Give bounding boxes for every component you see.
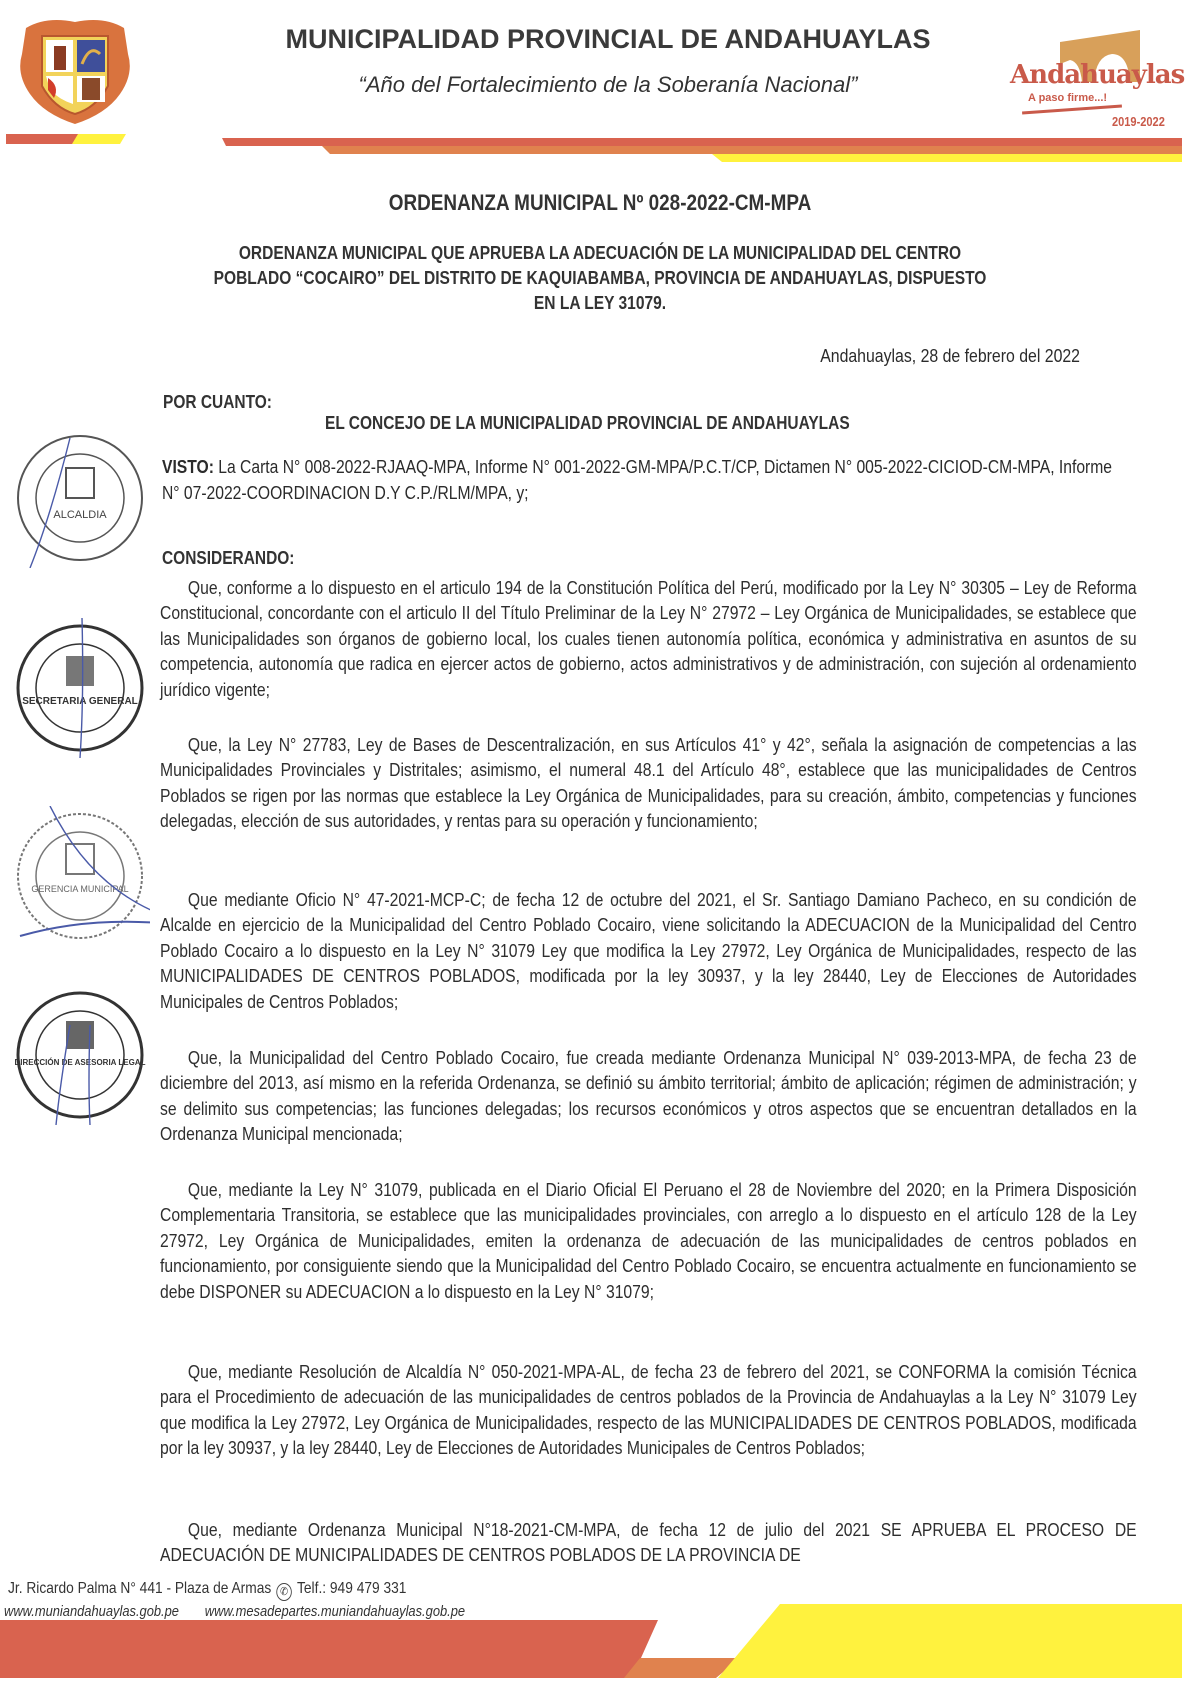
paragraph-text: Que mediante Oficio N° 47-2021-MCP-C; de fecha 12 de octubre del 2021, el Sr. Santiago Damiano Pacheco, en su condición de Alcalde en ejercicio de la Municipalidad del Centro Poblado Cocairo, viene solicitando la ADECUACION de la Municipalidad del Centro Poblado Cocairo a lo dispuesto en la Ley N° 31079 Ley que modifica la Ley 27972, Ley Orgánica de Municipalidades, respecto de las MUNICIPALIDADES DE CENTROS POBLADOS, modificada por la ley 30937, y la ley 28440, Ley de Elecciones de Autoridades Municipales de Centros Poblados; (160, 890, 1137, 1012)
stamp-asesoria-legal (10, 985, 150, 1125)
subtitle-line: POBLADO “COCAIRO” DEL DISTRITO DE KAQUIABAMBA, PROVINCIA DE ANDAHUAYLAS, DISPUESTO (213, 267, 987, 288)
concejo-heading: EL CONCEJO DE LA MUNICIPALIDAD PROVINCIAL DE ANDAHUAYLAS (325, 413, 850, 433)
subtitle-line: EN LA LEY 31079. (533, 292, 667, 313)
paragraph-text: Que, mediante Resolución de Alcaldía N° 050-2021-MPA-AL, de fecha 23 de febrero del 2021, se CONFORMA la comisión Técnica para el Procedimiento de adecuación de las municipalidades de centros poblados de la Provincia de Andahuaylas a la Ley N° 31079 Ley que modifica la Ley 27972, Ley Orgánica de Municipalidades, respecto de las MUNICIPALIDADES DE CENTROS POBLADOS, modificada por la ley 30937, y la ley 28440, Ley de Elecciones de Autoridades Municipales de Centros Poblados; (160, 1362, 1137, 1459)
stamp-center-text: DIRECCIÓN DE ASESORIA LEGAL (14, 1058, 146, 1067)
ordinance-subtitle (197, 240, 1003, 315)
logo-years: 2019-2022 (1112, 114, 1165, 129)
footer-address (8, 1580, 406, 1601)
stamp-gerencia-municipal (10, 806, 150, 946)
logo-wordmark: Andahuaylas (1010, 60, 1185, 90)
website-link[interactable]: www.muniandahuaylas.gob.pe (4, 1603, 179, 1620)
ordinance-title: ORDENANZA MUNICIPAL Nº 028-2022-CM-MPA (388, 190, 812, 215)
andahuaylas-brand-logo (990, 12, 1185, 132)
stamp-center-text: SECRETARIA GENERAL (22, 696, 138, 707)
considerando-paragraph (160, 1178, 1137, 1305)
phone-number: Telf.: 949 479 331 (297, 1580, 407, 1597)
document-date: Andahuaylas, 28 de febrero del 2022 (820, 346, 1080, 366)
stamp-center-text: GERENCIA MUNICIPAL (31, 884, 129, 894)
visto-text: La Carta N° 008-2022-RJAAQ-MPA, Informe N° 001-2022-GM-MPA/P.C.T/CP, Dictamen N° 005-2022-CICIOD-CM-MPA, Informe N° 07-2022-COORDINACION D.Y C.P./RLM/MPA, y; (162, 457, 1112, 503)
visto-label: VISTO: (162, 457, 214, 477)
considerando-paragraph (160, 1046, 1137, 1148)
considerando-paragraph (160, 576, 1137, 703)
considerando-paragraph (160, 1360, 1137, 1462)
considerando-paragraph (160, 888, 1137, 1015)
paragraph-text: Que, la Municipalidad del Centro Poblado Cocairo, fue creada mediante Ordenanza Municipal N° 039-2013-MPA, de fecha 23 de diciembre del 2013, así mismo en la referida Ordenanza, se definió su ámbito territorial; ámbito de aplicación; régimen de administración; y se delimito sus competencias; las funciones delegadas; los recursos económicos y otros aspectos que se encuentran detallados en la Ordenanza Municipal mencionada; (160, 1048, 1137, 1145)
visto-paragraph (162, 454, 1130, 506)
subtitle-line: ORDENANZA MUNICIPAL QUE APRUEBA LA ADECUACIÓN DE LA MUNICIPALIDAD DEL CENTRO (238, 242, 962, 263)
organization-title: MUNICIPALIDAD PROVINCIAL DE ANDAHUAYLAS (285, 24, 931, 54)
paragraph-text: Que, mediante Ordenanza Municipal N°18-2021-CM-MPA, de fecha 12 de julio del 2021 SE APRUEBA EL PROCESO DE ADECUACIÓN DE MUNICIPALIDADES DE CENTROS POBLADOS DE LA PROVINCIA DE (160, 1520, 1137, 1566)
paragraph-text: Que, mediante la Ley N° 31079, publicada en el Diario Oficial El Peruano el 28 de Noviembre del 2020; en la Primera Disposición Complementaria Transitoria, se establece que las municipalidades provinciales, con arreglo a lo dispuesto en el artículo 128 de la Ley 27972, Ley Orgánica de Municipalidades, emiten la ordenanza de adecuación de las municipalidades de centros poblados en funcionamiento, por consiguiente siendo que la Municipalidad del Centro Poblado Cocairo, se encuentra actualmente en funcionamiento se debe DISPONER su ADECUACION a lo dispuesto en la Ley N° 31079; (160, 1180, 1137, 1302)
considerando-heading: CONSIDERANDO: (162, 548, 295, 568)
year-motto: “Año del Fortalecimiento de la Soberanía Nacional” (358, 72, 858, 97)
logo-slogan: A paso firme...! (1028, 92, 1108, 104)
considerando-paragraph (160, 1518, 1137, 1569)
paragraph-text: Que, conforme a lo dispuesto en el articulo 194 de la Constitución Política del Perú, modificado por la Ley N° 30305 – Ley de Reforma Constitucional, concordante con el articulo II del Título Preliminar de la Ley N° 27972 – Ley Orgánica de Municipalidades, se establece que las Municipalidades son órganos de gobierno local, los cuales tienen autonomía política, económica y administrativa en asuntos de su competencia, autonomía que radica en ejercer actos de gobierno, actos administrativos y de administración, con sujeción al ordenamiento jurídico vigente; (160, 578, 1137, 700)
mesa-de-partes-link[interactable]: www.mesadepartes.muniandahuaylas.gob.pe (204, 1603, 466, 1620)
header-left-stripe (6, 134, 126, 144)
paragraph-text: Que, la Ley N° 27783, Ley de Bases de Descentralización, en sus Artículos 41° y 42°, señala la asignación de competencias a las Municipalidades Provinciales y Distritales; asimismo, el numeral 48.1 del Artículo 48°, establece que las municipalidades de Centros Poblados se rigen por las normas que establece la Ley Orgánica de Municipalidades, para su creación, ámbito, competencias y funciones delegadas, elección de sus autoridades, y rentas para su operación y funcionamiento; (160, 735, 1137, 832)
header-color-bands (222, 134, 1182, 164)
footer-websites (4, 1603, 465, 1620)
municipal-crest-logo (16, 14, 134, 126)
address-text: Jr. Ricardo Palma N° 441 - Plaza de Armas (8, 1580, 272, 1597)
stamp-center-text: ALCALDIA (53, 509, 107, 521)
stamp-alcaldia (10, 428, 150, 568)
por-cuanto-heading: POR CUANTO: (163, 392, 272, 412)
considerando-paragraph (160, 733, 1137, 835)
crest-icon (66, 468, 94, 498)
stamp-secretaria-general (10, 618, 150, 758)
crest-icon (66, 656, 94, 686)
crest-icon (66, 844, 94, 874)
signature-stroke (80, 618, 83, 758)
phone-icon: ✆ (276, 1583, 291, 1601)
